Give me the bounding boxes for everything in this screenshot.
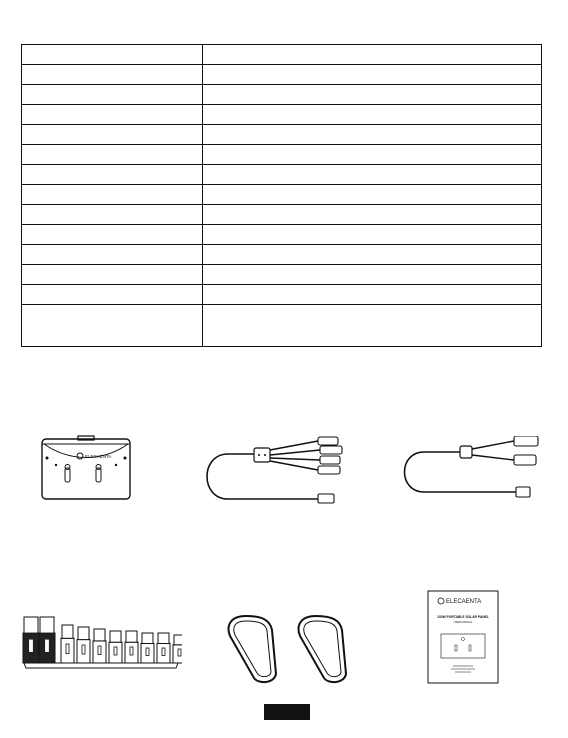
dc-adapter-set xyxy=(20,610,182,670)
carabiner-icon xyxy=(229,616,276,682)
spec-row xyxy=(22,45,542,65)
spec-label-cell xyxy=(22,45,203,65)
adapter-tip-icon xyxy=(23,617,39,663)
spec-value-cell xyxy=(203,265,542,285)
spec-label-cell xyxy=(22,305,203,347)
spec-value-cell xyxy=(203,45,542,65)
carabiners xyxy=(220,612,370,684)
user-manual xyxy=(427,590,499,684)
spec-row xyxy=(22,105,542,125)
spec-label-cell xyxy=(22,145,203,165)
adapter-tip-icon xyxy=(61,625,74,663)
spec-row xyxy=(22,165,542,185)
spec-row xyxy=(22,245,542,265)
adapter-tip-icon xyxy=(39,617,55,663)
spec-row xyxy=(22,205,542,225)
adapter-tip-icon xyxy=(173,635,182,663)
spec-label-cell xyxy=(22,65,203,85)
spec-value-cell xyxy=(203,125,542,145)
spec-label-cell xyxy=(22,165,203,185)
spec-value-cell xyxy=(203,145,542,165)
adapter-tip-icon xyxy=(125,631,138,663)
spec-row xyxy=(22,225,542,245)
adapter-tip-icon xyxy=(141,633,154,663)
adapter-tip-icon xyxy=(157,633,170,663)
manual-title: 100W PORTABLE SOLAR PANEL xyxy=(437,615,489,619)
spec-value-cell xyxy=(203,205,542,225)
spec-label-cell xyxy=(22,245,203,265)
spec-row xyxy=(22,305,542,347)
spec-row xyxy=(22,185,542,205)
spec-label-cell xyxy=(22,85,203,105)
page-number-tab xyxy=(264,704,310,720)
spec-value-cell xyxy=(203,85,542,105)
y-splitter-cable xyxy=(198,436,358,504)
spec-label-cell xyxy=(22,285,203,305)
mc4-extension-cable xyxy=(396,436,546,502)
spec-label-cell xyxy=(22,185,203,205)
spec-value-cell xyxy=(203,105,542,125)
spec-label-cell xyxy=(22,125,203,145)
spec-value-cell xyxy=(203,185,542,205)
spec-label-cell xyxy=(22,225,203,245)
spec-value-cell xyxy=(203,225,542,245)
spec-label-cell xyxy=(22,265,203,285)
spec-row xyxy=(22,145,542,165)
spec-value-cell xyxy=(203,305,542,347)
spec-row xyxy=(22,265,542,285)
spec-row xyxy=(22,285,542,305)
spec-row xyxy=(22,85,542,105)
adapter-tip-icon xyxy=(109,631,122,663)
folded-solar-panel xyxy=(40,432,132,500)
spec-label-cell xyxy=(22,205,203,225)
spec-value-cell xyxy=(203,165,542,185)
manual-subtitle: USER MANUAL xyxy=(453,621,473,624)
spec-table xyxy=(21,44,542,347)
manual-brand: ELECAENTA xyxy=(446,599,482,605)
adapter-tip-icon xyxy=(93,629,106,663)
spec-value-cell xyxy=(203,65,542,85)
spec-value-cell xyxy=(203,285,542,305)
spec-label-cell xyxy=(22,105,203,125)
adapter-tip-icon xyxy=(77,627,90,663)
spec-row xyxy=(22,125,542,145)
brand-logo-icon xyxy=(77,453,83,459)
carabiner-icon xyxy=(299,616,346,682)
spec-value-cell xyxy=(203,245,542,265)
panel-brand-text: ELECAENTA xyxy=(85,454,112,459)
spec-row xyxy=(22,65,542,85)
